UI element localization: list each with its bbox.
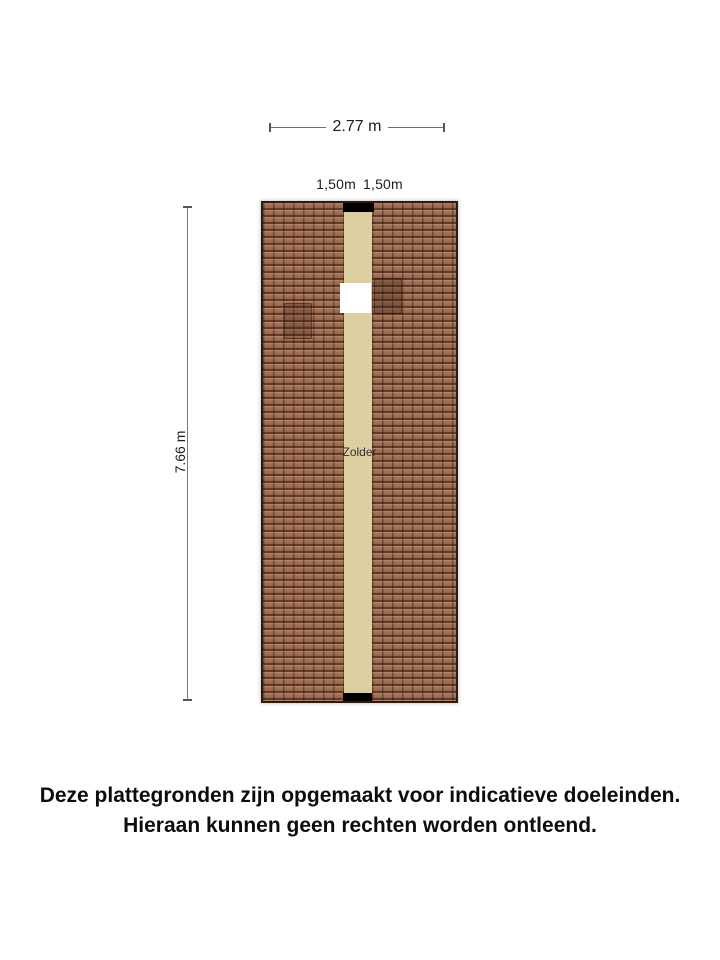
strip-width-right-label: 1,50m [363,176,403,192]
dimension-tick-bottom [183,699,192,701]
disclaimer-line-2: Hieraan kunnen geen rechten worden ontleend. [123,814,597,837]
ridge-bar-top [343,203,374,212]
strip-width-labels [261,176,458,192]
ridge-bar-bottom [343,693,372,701]
dimension-tick-top [183,206,192,208]
skylight-right [374,278,402,314]
dimension-height-label: 7.66 m [172,430,188,474]
skylight-left [284,303,312,339]
disclaimer-text [0,781,720,841]
dimension-width-label-wrap [270,118,444,136]
stair-opening [340,283,371,313]
strip-width-left-label: 1,50m [316,176,356,192]
dimension-width-label: 2.77 m [326,118,389,135]
room-label: Zolder [342,445,377,459]
attic-floorplan [261,201,458,703]
disclaimer-line-1: Deze plattegronden zijn opgemaakt voor indicatieve doeleinden. [39,784,681,807]
